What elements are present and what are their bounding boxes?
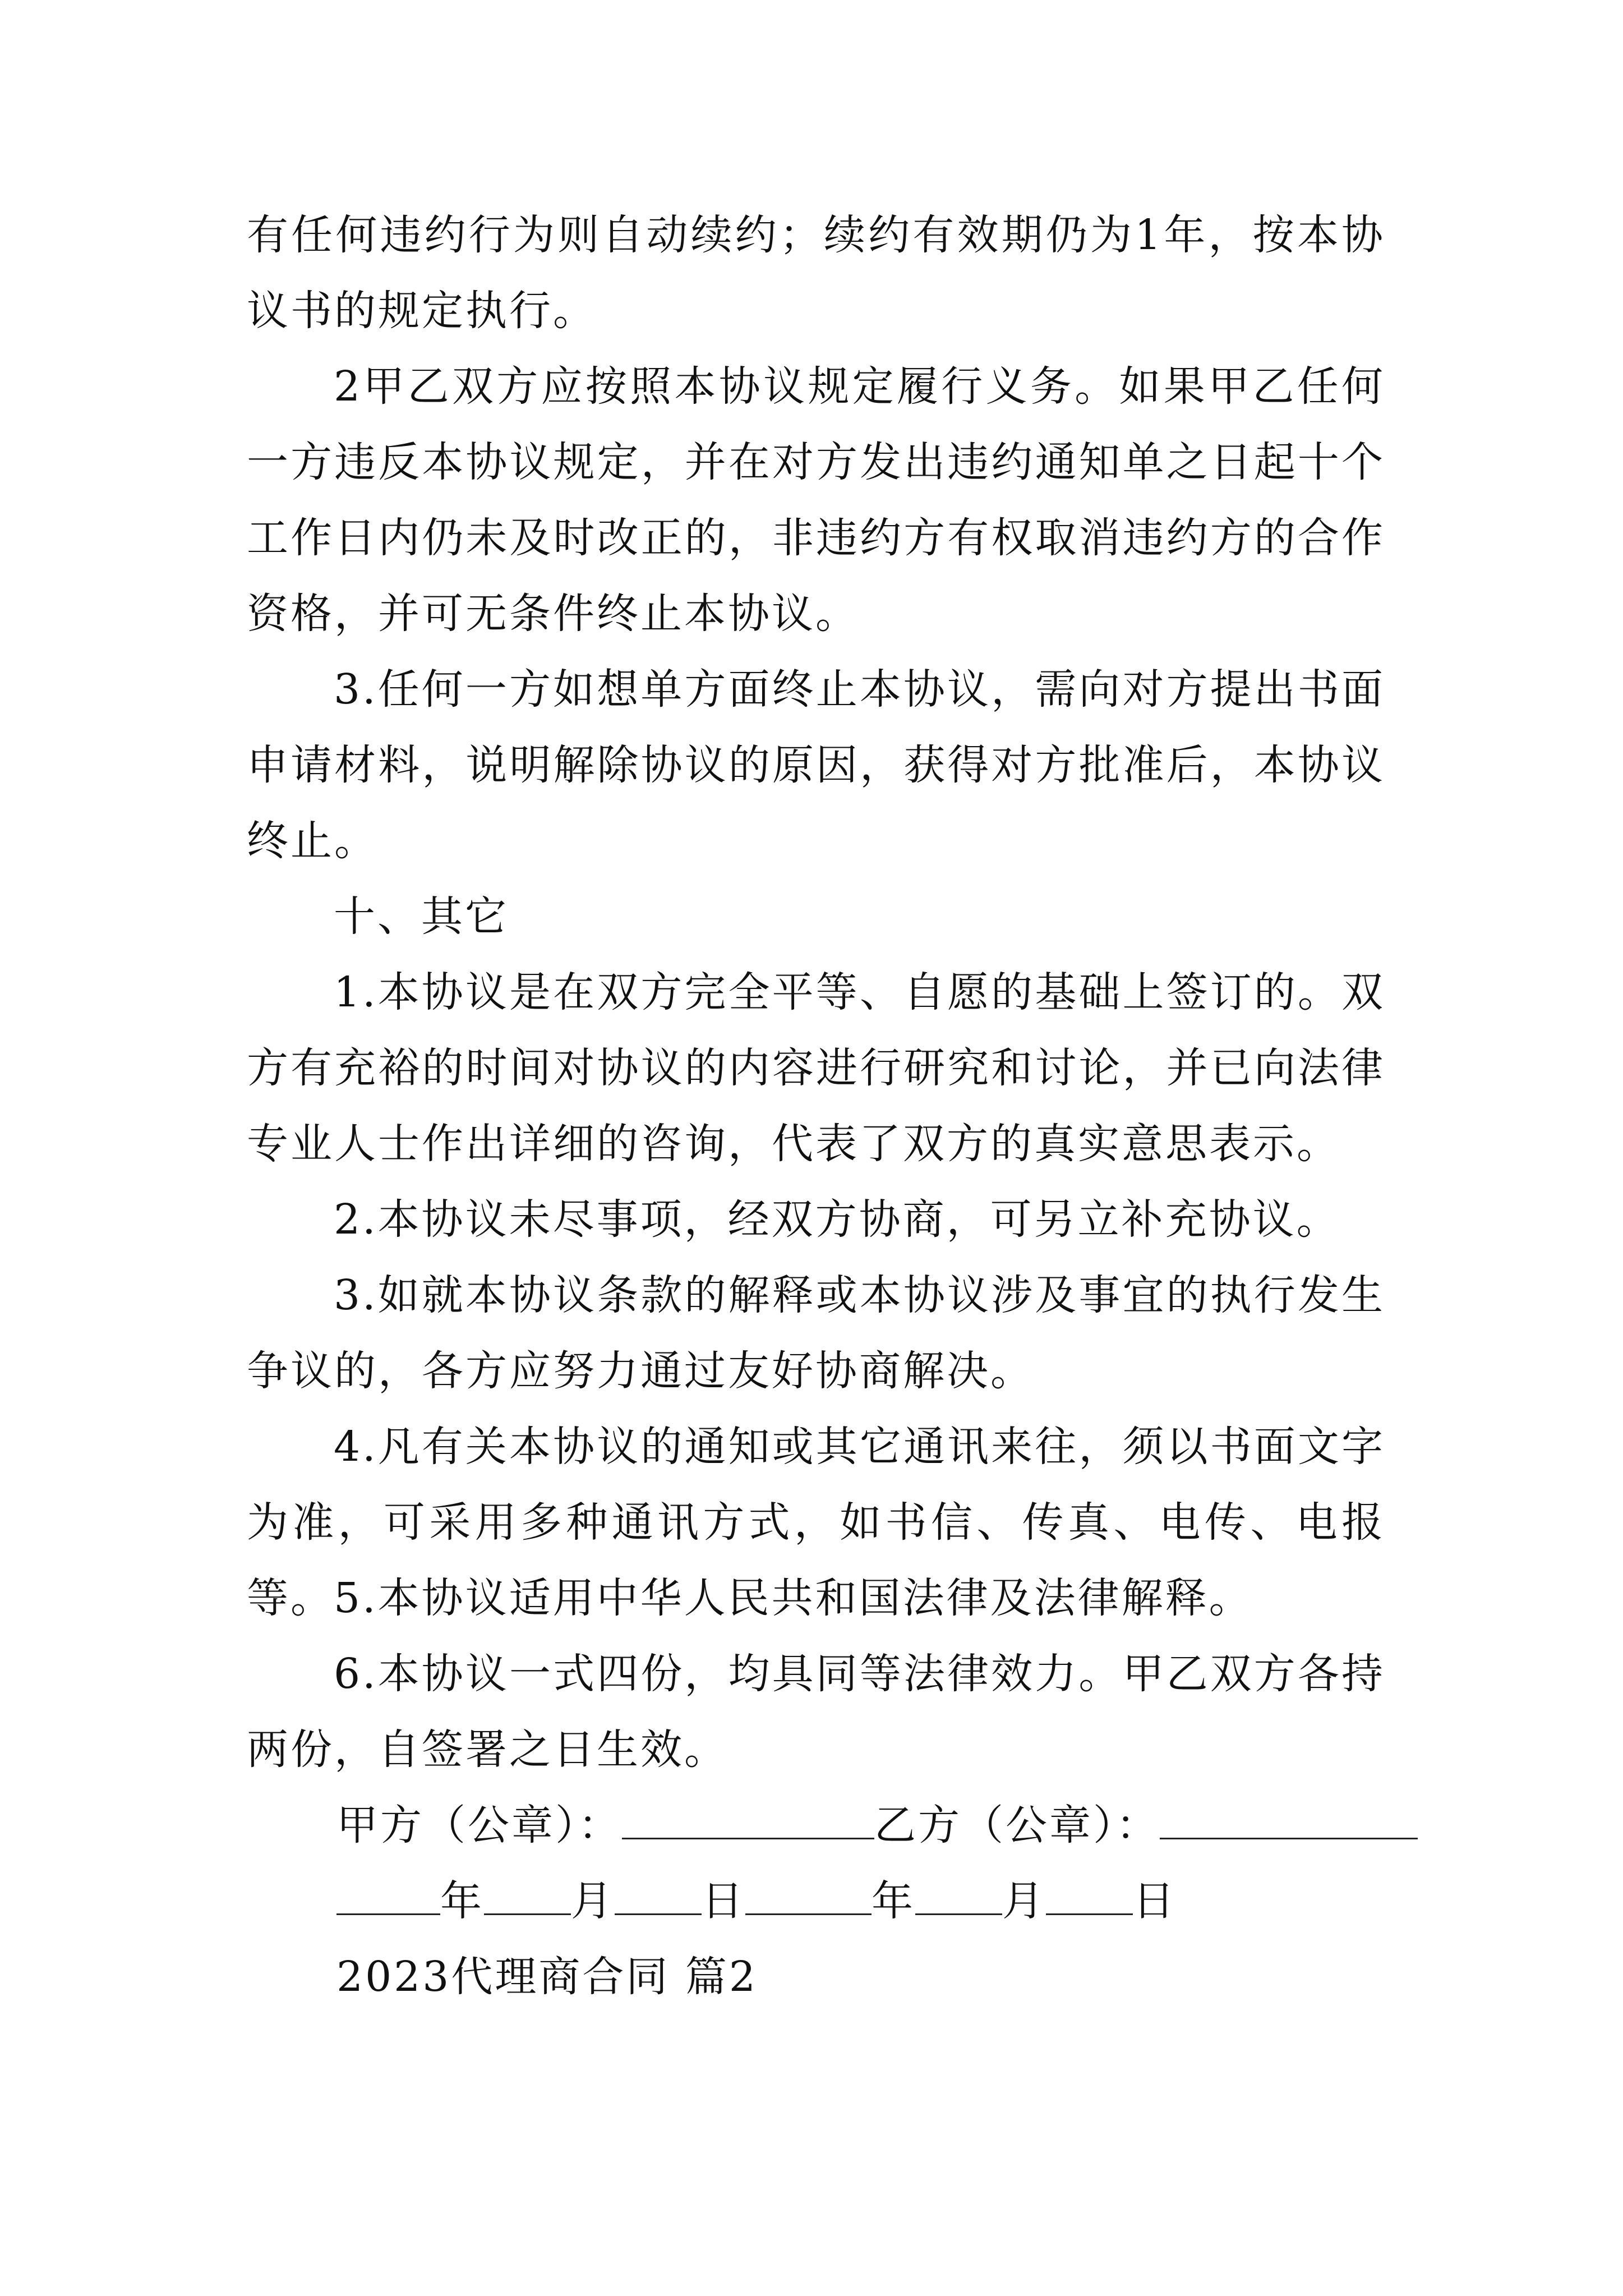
paragraph-other-5: 5.本协议适用中华人民共和国法律及法律解释。 xyxy=(334,1574,1253,1622)
paragraph-other-3: 3.如就本协议条款的解释或本协议涉及事宜的执行发生争议的，各方应努力通过友好协商解决。 xyxy=(247,1271,1385,1395)
party-a-year-label: 年 xyxy=(440,1877,484,1925)
party-a-label: 甲方（公章）： xyxy=(336,1801,622,1849)
date-line xyxy=(336,1864,1177,1939)
paragraph-other-6: 6.本协议一式四份，均具同等法律效力。甲乙双方各持两份，自签署之日生效。 xyxy=(247,1650,1385,1774)
party-b-month-blank[interactable] xyxy=(915,1880,1002,1915)
party-b-day-label: 日 xyxy=(1133,1877,1177,1925)
paragraph-other-1: 1.本协议是在双方完全平等、自愿的基础上签订的。双方有充裕的时间对协议的内容进行研究和讨论，并已向法律专业人士作出详细的咨询，代表了双方的真实意思表示。 xyxy=(247,968,1385,1168)
party-a-month-label: 月 xyxy=(571,1877,615,1925)
section-title-other: 十、其它 xyxy=(334,892,509,941)
party-a-day-label: 日 xyxy=(702,1877,745,1925)
paragraph-other-2: 2.本协议未尽事项，经双方协商，可另立补充协议。 xyxy=(334,1195,1340,1244)
party-a-year-blank[interactable] xyxy=(336,1880,440,1915)
party-b-label: 乙方（公章）： xyxy=(874,1801,1160,1849)
paragraph-renewal-clause: 有任何违约行为则自动续约；续约有效期仍为1年，按本协议书的规定执行。 xyxy=(247,211,1385,335)
party-b-year-blank[interactable] xyxy=(745,1880,872,1915)
paragraph-clause-3: 3.任何一方如想单方面终止本协议，需向对方提出书面申请材料，说明解除协议的原因，获得对方批准后，本协议终止。 xyxy=(247,665,1385,865)
party-b-seal-blank[interactable] xyxy=(1160,1804,1418,1839)
signature-line xyxy=(336,1788,1418,1864)
party-b-year-label: 年 xyxy=(872,1877,915,1925)
next-section-heading: 2023代理商合同 篇2 xyxy=(336,1953,758,2001)
party-a-month-blank[interactable] xyxy=(484,1880,571,1915)
party-a-seal-blank[interactable] xyxy=(622,1804,874,1839)
party-b-month-label: 月 xyxy=(1002,1877,1046,1925)
party-a-day-blank[interactable] xyxy=(615,1880,702,1915)
paragraph-clause-2: 2甲乙双方应按照本协议规定履行义务。如果甲乙任何一方违反本协议规定，并在对方发出违约通知单之日起十个工作日内仍未及时改正的，非违约方有权取消违约方的合作资格，并可无条件终止本协议。 xyxy=(247,362,1385,638)
paragraph-other-4: 4.凡有关本协议的通知或其它通讯来往，须以书面文字为准，可采用多种通讯方式，如书信、传真、电传、电报等。 xyxy=(247,1423,1385,1622)
party-b-day-blank[interactable] xyxy=(1046,1880,1133,1915)
